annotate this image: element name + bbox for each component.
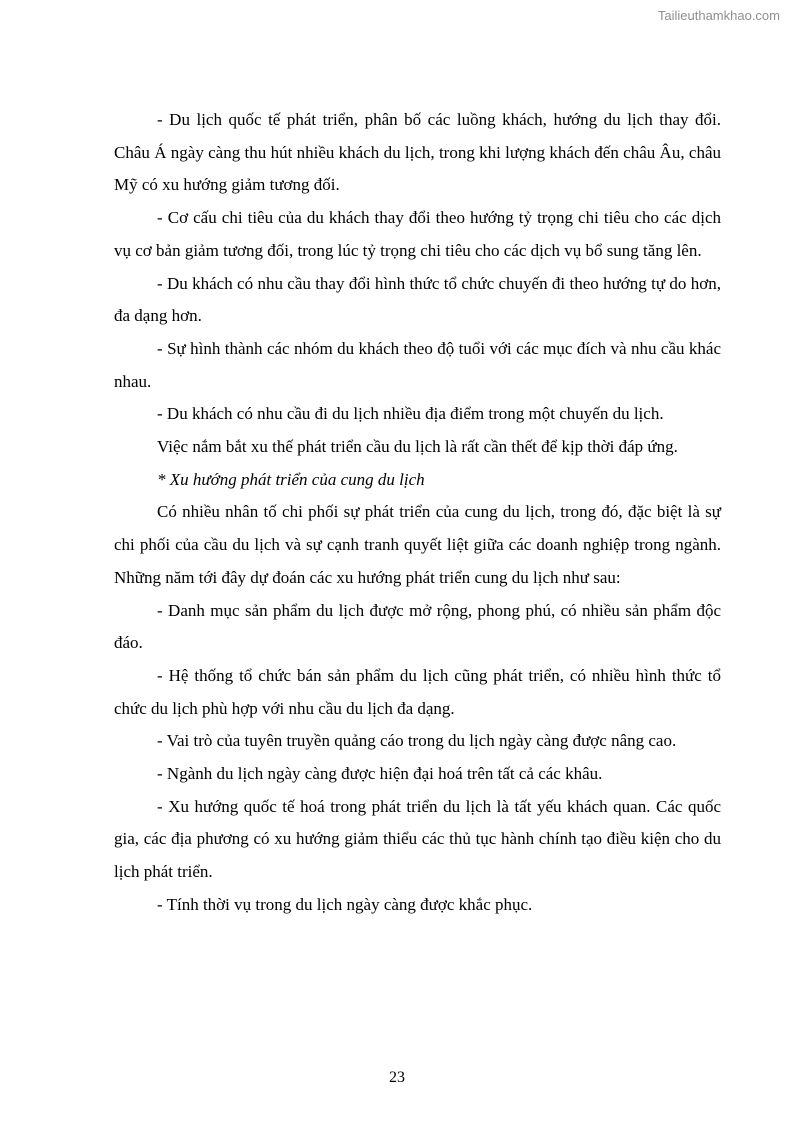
paragraph: - Ngành du lịch ngày càng được hiện đại hoá trên tất cả các khâu. <box>157 764 603 784</box>
document-body <box>114 104 721 922</box>
page-number: 23 <box>389 1069 405 1086</box>
paragraph: - Du lịch quốc tế phát triển, phân bố các luồng khách, hướng du lịch thay đổi. Châu Á ngày càng thu hút nhiều khách du lịch, trong khi lượng khách đến châu Âu, châu Mỹ có xu hướng giảm tương đối. <box>114 110 721 195</box>
section-heading: * Xu hướng phát triển của cung du lịch <box>157 469 425 489</box>
paragraph: - Cơ cấu chi tiêu của du khách thay đổi theo hướng tỷ trọng chi tiêu cho các dịch vụ cơ bản giảm tương đối, trong lúc tỷ trọng chi tiêu cho các dịch vụ bổ sung tăng lên. <box>114 208 721 260</box>
paragraph: - Danh mục sản phẩm du lịch được mở rộng, phong phú, có nhiều sản phẩm độc đáo. <box>114 600 721 653</box>
paragraph: Việc nắm bắt xu thế phát triển cầu du lịch là rất cần thết để kịp thời đáp ứng. <box>157 437 678 457</box>
paragraph: - Tính thời vụ trong du lịch ngày càng được khắc phục. <box>157 894 533 914</box>
paragraph: Có nhiều nhân tố chi phối sự phát triển của cung du lịch, trong đó, đặc biệt là sự chi phối của cầu du lịch và sự cạnh tranh quyết liệt giữa các doanh nghiệp trong ngành. Những năm tới đây dự đoán các xu hướng phát triển cung du lịch như sau: <box>114 502 721 587</box>
watermark-text: Tailieuthamkhao.com <box>657 8 780 23</box>
paragraph: - Sự hình thành các nhóm du khách theo độ tuổi với các mục đích và nhu cầu khác nhau. <box>114 338 721 391</box>
paragraph: - Du khách có nhu cầu thay đổi hình thức tổ chức chuyến đi theo hướng tự do hơn, đa dạng hơn. <box>114 273 721 326</box>
paragraph: - Du khách có nhu cầu đi du lịch nhiều địa điểm trong một chuyến du lịch. <box>157 404 664 424</box>
paragraph: - Vai trò của tuyên truyền quảng cáo trong du lịch ngày càng được nâng cao. <box>157 731 677 751</box>
paragraph: - Xu hướng quốc tế hoá trong phát triển du lịch là tất yếu khách quan. Các quốc gia, các địa phương có xu hướng giảm thiểu các thủ tục hành chính tạo điều kiện cho du lịch phát triển. <box>114 796 721 882</box>
paragraph: - Hệ thống tổ chức bán sản phẩm du lịch cũng phát triển, có nhiều hình thức tổ chức du lịch phù hợp với nhu cầu du lịch đa dạng. <box>114 665 721 718</box>
